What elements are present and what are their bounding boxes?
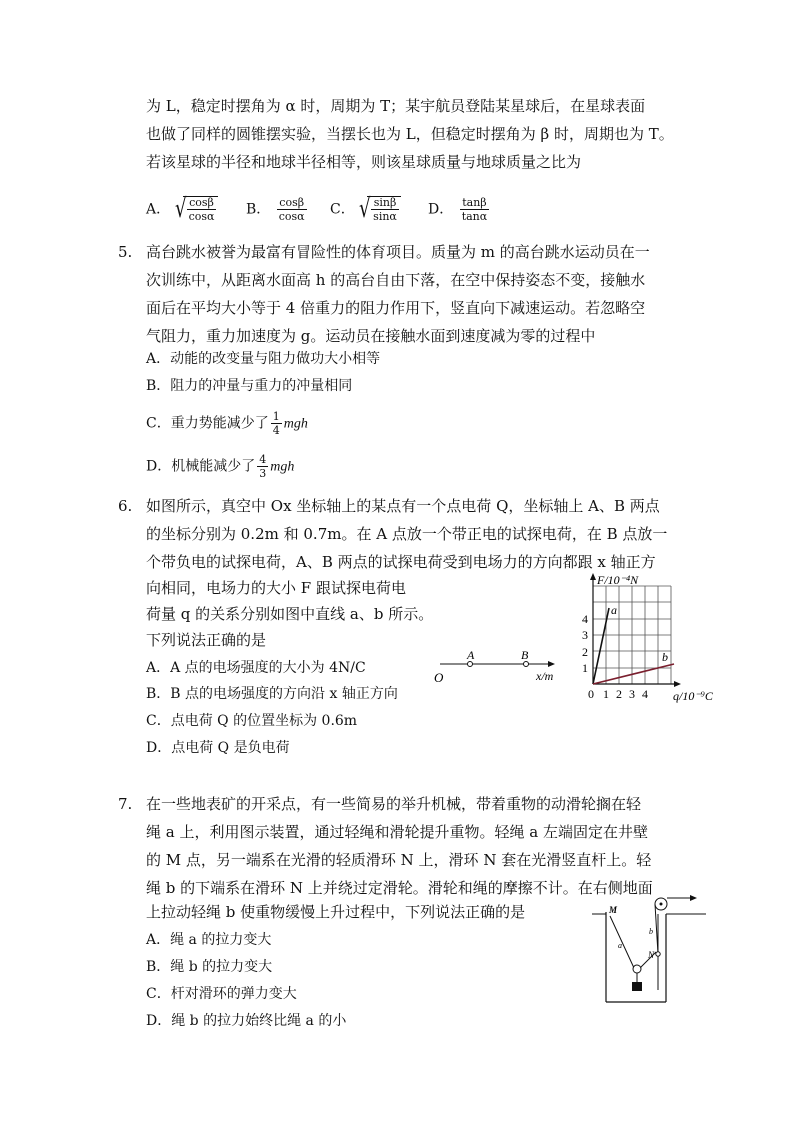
f-q-graph (570, 572, 730, 706)
label-n: N (648, 950, 655, 960)
x-tick-4: 4 (642, 687, 648, 701)
label-a: a (618, 941, 622, 950)
rope-a-left (610, 916, 634, 968)
q7-line-3: 的 M 点，另一端系在光滑的轻质滑环 N 上，滑环 N 套在光滑竖直杆上。轻 (146, 851, 652, 869)
origin-label: O (434, 670, 444, 684)
q7-option-a[interactable]: A．绳 a 的拉力变大 (146, 932, 272, 948)
graph-grid (593, 586, 671, 684)
q7-line-1: 在一些地表矿的开采点，有一些简易的举升机械，带着重物的动滑轮搁在轻 (146, 795, 642, 813)
ox-axis-figure (430, 644, 570, 684)
y-tick-2: 2 (582, 645, 588, 659)
fraction: $\frac{\tan\beta}{\tan\alpha}$ (461, 196, 488, 223)
q7-number: 7. (118, 795, 133, 813)
q5-line-1: 高台跳水被誉为最富有冒险性的体育项目。质量为 m 的高台跳水运动员在一 (146, 243, 650, 261)
sqrt-sign: √ $\frac{\cos\beta}{\cos\alpha}$ (175, 196, 219, 223)
q6-option-a[interactable]: A．A 点的电场强度的大小为 4N/C (146, 660, 366, 676)
q-axis-arrow (674, 681, 681, 687)
option-label: A． (146, 201, 171, 218)
label-m: M (609, 905, 618, 915)
line-a-label: a (611, 603, 617, 617)
graph-x-label: q/10⁻⁹C (673, 689, 713, 703)
q6-option-b[interactable]: B．B 点的电场强度的方向沿 x 轴正方向 (146, 686, 398, 702)
q4-option-a[interactable] (146, 196, 218, 223)
q5-line-2: 次训练中，从距离水面高 h 的高台自由下落，在空中保持姿态不变，接触水 (146, 271, 646, 289)
pulley-axle (660, 903, 663, 906)
point-b-marker (524, 662, 529, 667)
q5-option-d[interactable] (146, 453, 294, 480)
q5-option-b[interactable]: B．阻力的冲量与重力的冲量相同 (146, 378, 353, 394)
q6-line-6: 下列说法正确的是 (146, 631, 267, 649)
slip-ring (656, 952, 660, 956)
graph-origin: 0 (588, 687, 594, 701)
q5-number: 5. (118, 243, 133, 261)
q7-line-2: 绳 a 上，利用图示装置，通过轻绳和滑轮提升重物。轻绳 a 左端固定在井壁 (146, 823, 648, 841)
line-b-label: b (662, 650, 668, 664)
x-axis-arrow (548, 661, 555, 667)
q6-line-4: 向相同，电场力的大小 F 跟试探电荷电 (146, 579, 406, 597)
y-tick-4: 4 (582, 612, 588, 626)
x-tick-2: 2 (616, 687, 622, 701)
point-b-label: B (521, 648, 529, 662)
q7-option-d[interactable]: D．绳 b 的拉力始终比绳 a 的小 (146, 1013, 347, 1029)
x-tick-3: 3 (629, 687, 635, 701)
q7-line-4: 绳 b 的下端系在滑环 N 上并绕过定滑轮。滑轮和绳的摩擦不计。在右侧地面 (146, 879, 653, 897)
q6-line-3: 个带负电的试探电荷，A、B 两点的试探电荷受到电场力的方向都跟 x 轴正方 (146, 553, 656, 571)
fraction: $\frac{\cos\beta}{\cos\alpha}$ (278, 196, 305, 223)
x-tick-1: 1 (603, 687, 609, 701)
fraction: $\frac{1}{4}$ (272, 410, 280, 437)
line-b (593, 664, 674, 684)
option-expr: mgh (283, 416, 308, 432)
q5-option-c[interactable] (146, 410, 308, 437)
q4-line-2: 也做了同样的圆锥摆实验，当摆长也为 L，但稳定时摆角为 β 时，周期也为 T。 (146, 125, 674, 143)
graph-y-label: F/10⁻⁴N (597, 573, 639, 587)
fraction: $\frac{\sin\beta}{\sin\alpha}$ (373, 196, 397, 223)
q5-line-3: 面后在平均大小等于 4 倍重力的阻力作用下，竖直向下减速运动。若忽略空 (146, 299, 646, 317)
y-tick-1: 1 (582, 661, 588, 675)
f-axis-arrow (590, 573, 596, 580)
y-tick-3: 3 (582, 628, 588, 642)
q7-line-5: 上拉动轻绳 b 使重物缓慢上升过程中，下列说法正确的是 (146, 903, 526, 921)
weight-block (632, 982, 642, 991)
q6-number: 6. (118, 497, 133, 515)
q6-option-c[interactable]: C．点电荷 Q 的位置坐标为 0.6m (146, 713, 358, 729)
q4-option-b[interactable] (246, 196, 309, 223)
q5-option-a[interactable]: A．动能的改变量与阻力做功大小相等 (146, 351, 381, 367)
option-label: D． (428, 201, 454, 218)
option-expr: mgh (270, 459, 295, 475)
q4-line-1: 为 L，稳定时摆角为 α 时，周期为 T；某宇航员登陆某星球后，在星球表面 (146, 97, 646, 115)
q6-line-2: 的坐标分别为 0.2m 和 0.7m。在 A 点放一个带正电的试探电荷，在 B 点放一 (146, 525, 668, 543)
fraction: $\frac{\cos\beta}{\cos\alpha}$ (188, 196, 215, 223)
q7-option-b[interactable]: B．绳 b 的拉力变大 (146, 959, 273, 975)
point-a-marker (468, 662, 473, 667)
x-axis-label: x/m (536, 669, 554, 683)
q6-option-d[interactable]: D．点电荷 Q 是负电荷 (146, 740, 290, 756)
q4-option-c[interactable] (330, 196, 401, 223)
option-label: C． (330, 201, 355, 218)
pulley-figure (588, 890, 712, 1010)
point-a-label: A (467, 648, 475, 662)
sqrt-sign: √ $\frac{\sin\beta}{\sin\alpha}$ (359, 196, 401, 223)
q6-line-1: 如图所示，真空中 Ox 坐标轴上的某点有一个点电荷 Q，坐标轴上 A、B 两点 (146, 497, 660, 515)
q4-option-d[interactable] (428, 196, 491, 223)
q5-line-4: 气阻力，重力加速度为 g。运动员在接触水面到速度减为零的过程中 (146, 327, 596, 345)
option-text: D．机械能减少了 (146, 458, 256, 475)
q7-option-c[interactable]: C．杆对滑环的弹力变大 (146, 986, 297, 1002)
fraction: $\frac{4}{3}$ (259, 453, 267, 480)
option-label: B． (246, 201, 271, 218)
q4-line-3: 若该星球的半径和地球半径相等，则该星球质量与地球质量之比为 (146, 153, 582, 171)
line-a (593, 608, 609, 684)
pull-arrow (690, 895, 697, 901)
option-text: C．重力势能减少了 (146, 415, 269, 432)
movable-pulley (633, 965, 641, 973)
label-b: b (649, 927, 653, 936)
q6-line-5: 荷量 q 的关系分别如图中直线 a、b 所示。 (146, 605, 434, 623)
